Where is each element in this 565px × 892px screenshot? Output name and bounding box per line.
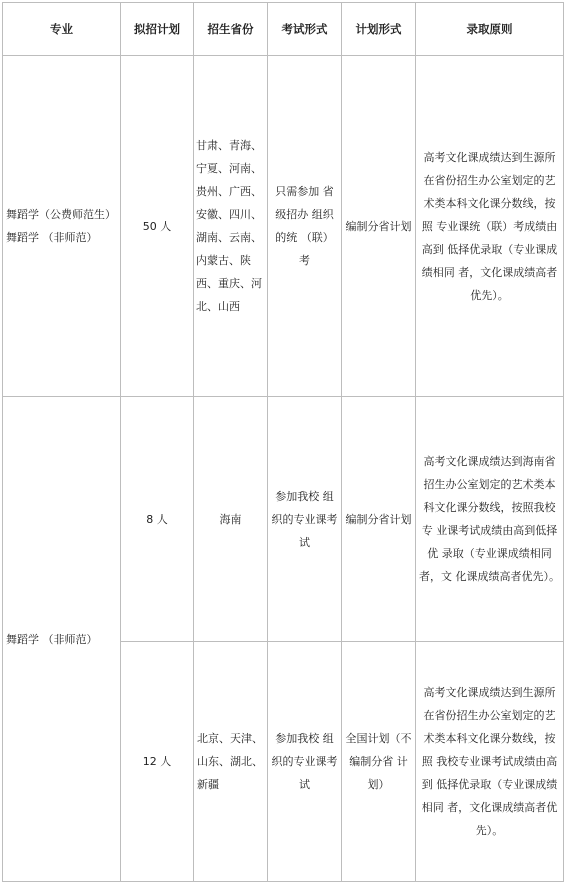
principle-cell: 高考文化课成绩达到海南省招生办公室划定的艺术类本科文化课分数线，按照我校专 业课考试成绩由高到低择优 录取（专业课成绩相同者，文 化课成绩高者优先）。 — [416, 397, 564, 642]
header-plan: 拟招计划 — [121, 3, 194, 56]
exam-cell: 参加我校 组织的专业课考试 — [268, 642, 342, 882]
header-exam: 考试形式 — [268, 3, 342, 56]
plan-type-cell: 编制分省计划 — [342, 397, 416, 642]
header-principle: 录取原则 — [416, 3, 564, 56]
provinces-cell: 北京、天津、山东、湖北、新疆 — [194, 642, 268, 882]
major-line-1: 舞蹈学（公费师范生） — [6, 208, 116, 221]
major-cell: 舞蹈学 （非师范） — [3, 397, 121, 882]
table-row — [3, 56, 564, 397]
header-provinces: 招生省份 — [194, 3, 268, 56]
table-header-row — [3, 3, 564, 56]
plan-type-cell: 编制分省计划 — [342, 56, 416, 397]
exam-cell: 参加我校 组织的专业课考试 — [268, 397, 342, 642]
major-cell — [3, 56, 121, 397]
header-plan-type: 计划形式 — [342, 3, 416, 56]
provinces-cell: 甘肃、青海、宁夏、河南、贵州、广西、安徽、四川、湖南、云南、内蒙古、陕西、重庆、河北、山西 — [194, 56, 268, 397]
table-row — [3, 397, 564, 642]
plan-cell: 50 人 — [121, 56, 194, 397]
provinces-cell: 海南 — [194, 397, 268, 642]
admission-table — [2, 2, 564, 882]
plan-cell: 8 人 — [121, 397, 194, 642]
plan-type-cell: 全国计划（不编制分省 计划） — [342, 642, 416, 882]
major-line-2: 舞蹈学 （非师范） — [6, 231, 98, 244]
header-major: 专业 — [3, 3, 121, 56]
plan-cell: 12 人 — [121, 642, 194, 882]
principle-cell: 高考文化课成绩达到生源所在省份招生办公室划定的艺术类本科文化课分数线，按照 专业课统（联）考成绩由高到 低择优录取（专业课成绩相同 者，文化课成绩高者优先）。 — [416, 56, 564, 397]
principle-cell: 高考文化课成绩达到生源所在省份招生办公室划定的艺术类本科文化课分数线，按照 我校专业课考试成绩由高到 低择优录取（专业课成绩相同 者，文化课成绩高者优先）。 — [416, 642, 564, 882]
exam-cell: 只需参加 省级招办 组织的统 （联）考 — [268, 56, 342, 397]
